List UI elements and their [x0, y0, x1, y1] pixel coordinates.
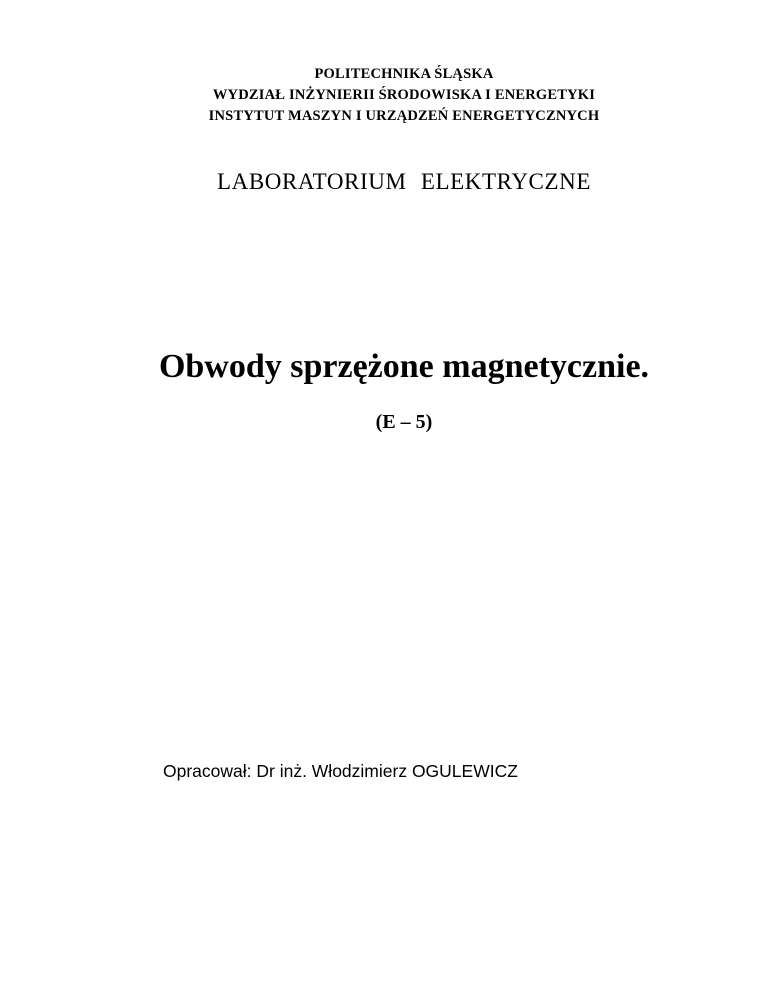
institute-name: INSTYTUT MASZYN I URZĄDZEŃ ENERGETYCZNYCH	[208, 108, 600, 124]
exercise-code: (E – 5)	[375, 411, 433, 433]
institution-header	[0, 64, 768, 127]
lab-title: LABORATORIUM ELEKTRYCZNE	[216, 169, 591, 194]
author-line: Opracował: Dr inż. Włodzimierz OGULEWICZ	[163, 761, 518, 781]
document-title: Obwody sprzężone magnetycznie.	[158, 348, 650, 385]
faculty-name: WYDZIAŁ INŻYNIERII ŚRODOWISKA I ENERGETYKI	[212, 87, 596, 103]
university-name: POLITECHNIKA ŚLĄSKA	[314, 66, 494, 82]
